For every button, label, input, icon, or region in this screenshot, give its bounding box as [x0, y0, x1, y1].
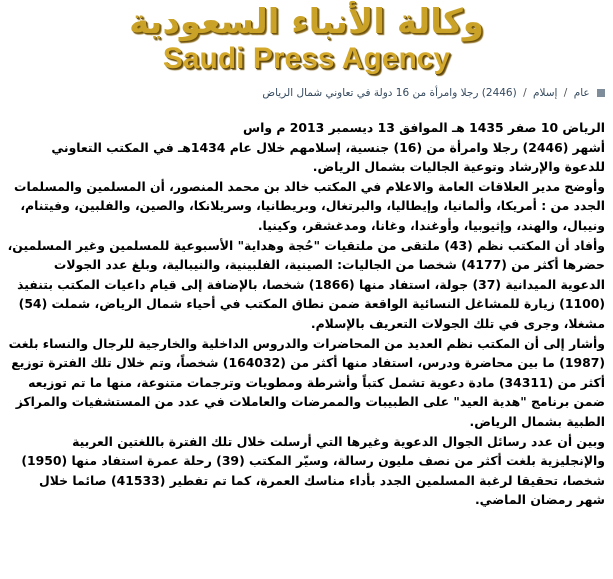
- article-paragraph: وأشار إلى أن المكتب نظم العديد من المحاضرات والدروس الداخلية والخارجية للرجال والنساء بلغت (1987) ما بين محاضرة ودرس، استفاد منها أكثر من (164032) شخصاً، وتم خلال تلك الفترة توزيع أكثر من (34311) مادة دعوية تشمل كتباً وأشرطة ومطويات وترجمات متنوعة، منها ما تم توزيعه ضمن برنامج "هدية العيد" على الطبيبات والممرضات والعاملات في عدد من المستشفيات والمراكز الطبية بشمال الرياض.: [8, 335, 605, 429]
- breadcrumb-separator: /: [563, 87, 568, 99]
- bullet-icon: [597, 89, 605, 97]
- masthead: [0, 0, 613, 82]
- breadcrumb-separator: /: [523, 87, 527, 99]
- article-paragraph: وبين أن عدد رسائل الجوال الدعوية وغيرها التي أرسلت خلال تلك الفترة باللغتين العربية والإنجليزية بلغت أكثر من نصف مليون رسالة، وسيّر المكتب (39) رحلة عمرة استفاد منها (1950) شخصا، تحقيقا لرغبة المسلمين الجدد بأداء مناسك العمرة، كما تم تفطير (41533) صائما خلال شهر رمضان الماضي.: [21, 433, 605, 508]
- article-body: [7, 118, 605, 510]
- breadcrumb-item-islam[interactable]: إسلام: [532, 87, 558, 99]
- article-paragraph: وأوضح مدير العلاقات العامة والاعلام في المكتب خالد بن محمد المنصور، أن المسلمين والمسلمات الجدد من : أمريكا، وألمانيا، وإيطاليا، والبرتغال، وبريطانيا، وسريلانكا، والصين، والفلبين، وفيتنام، ونيبال، والهند، وإثيوبيا، وأوغندا، وغانا، ومدغشقر، وكينيا.: [14, 178, 605, 233]
- article-paragraph: أشهر (2446) رجلا وامرأة من (16) جنسية، إسلامهم خلال عام 1434هـ في المكتب التعاوني للدعوة والإرشاد وتوعية الجاليات بشمال الرياض.: [51, 139, 605, 175]
- breadcrumb: [262, 84, 605, 102]
- logo-english: Saudi Press Agency: [162, 42, 451, 75]
- article-dateline: الرياض 10 صفر 1435 هـ الموافق 13 ديسمبر 2013 م واس: [242, 120, 605, 135]
- article-paragraph: وأفاد أن المكتب نظم (43) ملتقى من ملتقيات "حُجة وهداية" الأسبوعية للمسلمين وغير المسلمين، حضرها أكثر من (4177) شخصا من الجاليات: الصينية، الفلبينية، والنيبالية، وبلغ عدد الجولات الدعوية الميدانية (37) جولة، استفاد منها (1866) شخصا، بالإضافة إلى قيام داعيات المكتب بتنفيذ (1100) زيارة للمشاغل النسائية الواقعة ضمن نطاق المكتب في أحياء شمال الرياض، شملت (54) مشغلا، وجرى في تلك الجولات التعريف بالإسلام.: [7, 237, 605, 331]
- breadcrumb-item-current: (2446) رجلا وامرأة من 16 دولة في تعاوني شمال الرياض: [262, 87, 517, 99]
- breadcrumb-item-general[interactable]: عام: [573, 87, 590, 99]
- logo-arabic: وكالة الأنباء السعودية: [129, 2, 484, 42]
